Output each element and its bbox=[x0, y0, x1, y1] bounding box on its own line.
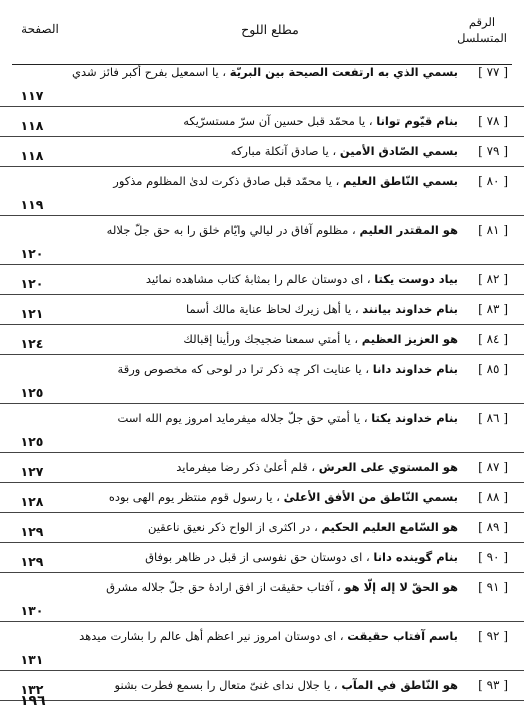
entry-text: ، يا عنايت اكر چه ذكر ترا در لوحى كه مخصوص ورقة bbox=[117, 362, 370, 376]
entry-title: هو السّامع العليم الحكيم bbox=[321, 520, 458, 534]
entry-text: ، در اكثرى از الواح ذكر نعيق ناعقين bbox=[147, 520, 318, 534]
table-row bbox=[0, 167, 524, 216]
entry-title: بسمي النّاطق من الأفق الأعلىٰ bbox=[283, 490, 458, 504]
entry-number: [ ٨٤ ] bbox=[478, 332, 508, 346]
entry-number: [ ٧٩ ] bbox=[478, 144, 508, 158]
entry-title: بسمي الذي به ارتفعت الصيحة بين البريّة bbox=[229, 65, 458, 79]
entry-page: ١١٧ bbox=[20, 88, 44, 103]
entry-opening bbox=[64, 360, 458, 379]
entry-opening bbox=[64, 627, 458, 646]
table-row bbox=[0, 325, 524, 355]
table-row bbox=[0, 137, 524, 167]
entry-page: ١١٨ bbox=[20, 148, 44, 163]
table-row bbox=[0, 671, 524, 701]
entry-text: ، يا أهل زيرك لحاظ عناية مالك أسما bbox=[185, 302, 359, 316]
table-row bbox=[0, 355, 524, 404]
entry-page: ١٢٤ bbox=[20, 336, 44, 351]
entry-opening bbox=[64, 458, 458, 477]
entry-text: ، مظلوم آفاق در ليالي وايّام خلق را به حق جلّ جلاله bbox=[106, 223, 356, 237]
entry-page: ١٢٧ bbox=[20, 464, 44, 479]
entry-title: هو المستوي على العرش bbox=[318, 460, 458, 474]
entry-title: بسمي الصّادق الأمين bbox=[339, 144, 458, 158]
entry-opening bbox=[64, 488, 458, 507]
entry-title: هو الحقّ لا إله إلّا هو bbox=[344, 580, 458, 594]
entry-number: [ ٨١ ] bbox=[478, 223, 508, 237]
entry-number: [ ٨٧ ] bbox=[478, 460, 508, 474]
entry-page: ١١٩ bbox=[20, 197, 44, 212]
serial-number-column-header bbox=[456, 14, 508, 46]
entry-opening bbox=[64, 270, 458, 289]
entry-page: ١١٨ bbox=[20, 118, 44, 133]
entry-text: ، اى دوستان عالم را بمثابهٔ كتاب مشاهده نمائيد bbox=[145, 272, 371, 286]
entry-number: [ ٨٥ ] bbox=[478, 362, 508, 376]
serial-header-line2: المتسلسل bbox=[457, 31, 507, 45]
entry-number: [ ٩٠ ] bbox=[478, 550, 508, 564]
entry-title: بنام گوينده دانا bbox=[373, 550, 458, 564]
entry-title: بنام قيّوم توانا bbox=[376, 114, 458, 128]
table-row bbox=[0, 573, 524, 622]
entry-page: ١٢٠ bbox=[20, 276, 44, 291]
table-row bbox=[0, 58, 524, 107]
entry-text: ، اى دوستان حق نفوسى از قبل در ظاهر بوفاق bbox=[145, 550, 370, 564]
table-row bbox=[0, 622, 524, 671]
page-number: ١٩٦ bbox=[20, 693, 46, 709]
entry-page: ١٢٨ bbox=[20, 494, 44, 509]
entry-number: [ ٨٨ ] bbox=[478, 490, 508, 504]
serial-header-line1: الرقم bbox=[468, 15, 496, 29]
entry-text: ، يا محمّد قبل صادق ذكرت لدىٰ المظلوم مذكور bbox=[113, 174, 340, 188]
entry-page: ١٣١ bbox=[20, 652, 44, 667]
entry-title: بياد دوست يكتا bbox=[374, 272, 458, 286]
entry-opening bbox=[64, 409, 458, 428]
table-header bbox=[0, 14, 524, 58]
entry-page: ١٢٩ bbox=[20, 524, 44, 539]
entry-opening bbox=[64, 172, 458, 191]
entry-text: ، يا رسول قوم منتظر يوم الهى بوده bbox=[108, 490, 280, 504]
entry-text: ، يا أمتي حق جلّ جلاله ميفرمايد امروز يوم الله است bbox=[117, 411, 368, 425]
entry-text: ، قلم أعلىٰ ذكر رضا ميفرمايد bbox=[176, 460, 316, 474]
entry-number: [ ٨٦ ] bbox=[478, 411, 508, 425]
entry-title: هو العزيز العظيم bbox=[361, 332, 458, 346]
entry-title: هو النّاطق في المآب bbox=[341, 678, 458, 692]
entry-title: بنام خداوند بيانند bbox=[362, 302, 458, 316]
entry-text: ، اى دوستان امروز نير اعظم أهل عالم را بشارت ميدهد bbox=[79, 629, 344, 643]
entry-number: [ ٨٠ ] bbox=[478, 174, 508, 188]
entry-page: ١٢١ bbox=[20, 306, 44, 321]
table-row bbox=[0, 265, 524, 295]
entry-opening bbox=[64, 221, 458, 240]
entry-opening bbox=[64, 63, 458, 82]
table-row bbox=[0, 453, 524, 483]
entry-text: ، يا أمتي سمعنا ضجيجك ورأينا إقبالك bbox=[183, 332, 359, 346]
entry-opening bbox=[64, 300, 458, 319]
entry-number: [ ٩٣ ] bbox=[478, 678, 508, 692]
entry-opening bbox=[64, 548, 458, 567]
table-row bbox=[0, 513, 524, 543]
entry-opening bbox=[64, 112, 458, 131]
entry-page: ١٢٩ bbox=[20, 554, 44, 569]
index-table bbox=[0, 58, 524, 701]
entry-title: بنام خداوند دانا bbox=[372, 362, 458, 376]
entry-page: ١٣٠ bbox=[20, 603, 44, 618]
entry-text: ، آفتاب حقيقت از افق ارادهٔ حق جلّ جلاله مشرق bbox=[106, 580, 341, 594]
table-row bbox=[0, 404, 524, 453]
page-column-header: الصفحة bbox=[21, 22, 59, 36]
table-row bbox=[0, 543, 524, 573]
entry-opening bbox=[64, 330, 458, 349]
entry-title: هو المقتدر العليم bbox=[359, 223, 458, 237]
table-row bbox=[0, 483, 524, 513]
entry-opening bbox=[64, 676, 458, 695]
entry-text: ، يا محمّد قبل حسين آن سرّ مستسرّيكه bbox=[183, 114, 373, 128]
entry-number: [ ٨٣ ] bbox=[478, 302, 508, 316]
entry-opening bbox=[64, 518, 458, 537]
entry-number: [ ٩١ ] bbox=[478, 580, 508, 594]
table-row bbox=[0, 216, 524, 265]
entry-page: ١٣٢ bbox=[20, 682, 44, 697]
tablet-opening-column-header: مطلع اللوح bbox=[241, 22, 299, 37]
table-row bbox=[0, 295, 524, 325]
entry-title: باسم آفتاب حقيقت bbox=[347, 629, 458, 643]
entry-page: ١٢٥ bbox=[20, 434, 44, 449]
entry-number: [ ٨٩ ] bbox=[478, 520, 508, 534]
table-row bbox=[0, 107, 524, 137]
entry-number: [ ٧٨ ] bbox=[478, 114, 508, 128]
entry-number: [ ٧٧ ] bbox=[478, 65, 508, 79]
entry-number: [ ٨٢ ] bbox=[478, 272, 508, 286]
entry-text: ، يا اسمعيل بفرح أكبر فائز شدي bbox=[72, 65, 227, 79]
entry-page: ١٢٥ bbox=[20, 385, 44, 400]
entry-text: ، يا صادق آنكلة مباركه bbox=[230, 144, 337, 158]
entry-opening bbox=[64, 142, 458, 161]
entry-page: ١٢٠ bbox=[20, 246, 44, 261]
entry-title: بسمي النّاطق العليم bbox=[343, 174, 458, 188]
entry-title: بنام خداوند يكتا bbox=[371, 411, 458, 425]
entry-text: ، يا جلال نداى غنىّ متعال را بسمع فطرت بشنو bbox=[114, 678, 338, 692]
entry-opening bbox=[64, 578, 458, 597]
entry-number: [ ٩٢ ] bbox=[478, 629, 508, 643]
